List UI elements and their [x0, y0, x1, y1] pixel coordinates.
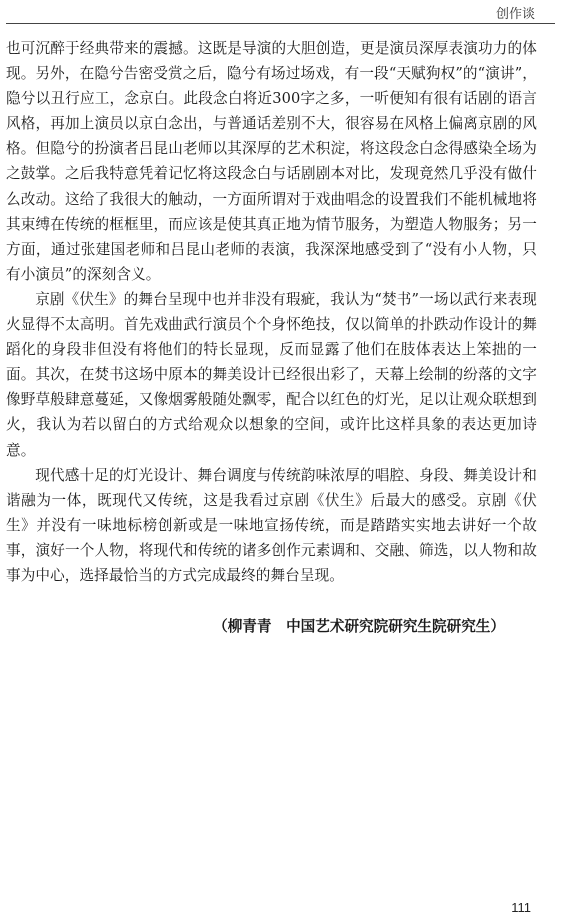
paragraph: 也可沉醉于经典带来的震撼。这既是导演的大胆创造，更是演员深厚表演功力的体现。另外，在隐兮告密受赏之后，隐兮有场过场戏，有一段“天赋狗权”的“演讲”，隐兮以丑行应工，念京白。此段念白将近300字之多，一听便知有很有话剧的语言风格，再加上演员以京白念出，与普通话差别不大，很容易在风格上偏离京剧的风格。但隐兮的扮演者吕昆山老师以其深厚的艺术积淀，将这段念白念得感染全场为之鼓掌。之后我特意凭着记忆将这段念白与话剧剧本对比，发现竟然几乎没有做什么改动。这给了我很大的触动，一方面所谓对于戏曲唱念的设置我们不能机械地将其束缚在传统的框框里，而应该是使其真正地为情节服务，为塑造人物服务；另一方面，通过张建国老师和吕昆山老师的表演，我深深地感受到了“没有小人物，只有小演员”的深刻含义。	[6, 40, 537, 283]
header-rule	[6, 23, 555, 24]
author-signature: （柳青青 中国艺术研究院研究生院研究生）	[213, 618, 505, 635]
page-number: 111	[511, 900, 531, 915]
paragraph: 现代感十足的灯光设计、舞台调度与传统韵味浓厚的唱腔、身段、舞美设计和谐融为一体，既现代又传统，这是我看过京剧《伏生》后最大的感受。京剧《伏生》并没有一味地标榜创新或是一味地宣扬传统，而是踏踏实实地去讲好一个故事，演好一个人物，将现代和传统的诸多创作元素调和、交融、筛选，以人物和故事为中心，选择最恰当的方式完成最终的舞台呈现。	[6, 466, 537, 584]
paragraph: 京剧《伏生》的舞台呈现中也并非没有瑕疵，我认为“焚书”一场以武行来表现火显得不太高明。首先戏曲武行演员个个身怀绝技，仅以简单的扑跌动作设计的舞蹈化的身段非但没有将他们的特长显现，反而显露了他们在肢体表达上笨拙的一面。其次，在焚书这场中原本的舞美设计已经很出彩了，天幕上绘制的纷落的文字像野草般肆意蔓延，又像烟雾般随处飘零，配合以红色的灯光，足以让观众联想到火，我认为若以留白的方式给观众以想象的空间，或许比这样具象的表达更加诗意。	[6, 290, 537, 459]
section-title: 创作谈	[495, 7, 535, 22]
article-body	[6, 36, 537, 588]
